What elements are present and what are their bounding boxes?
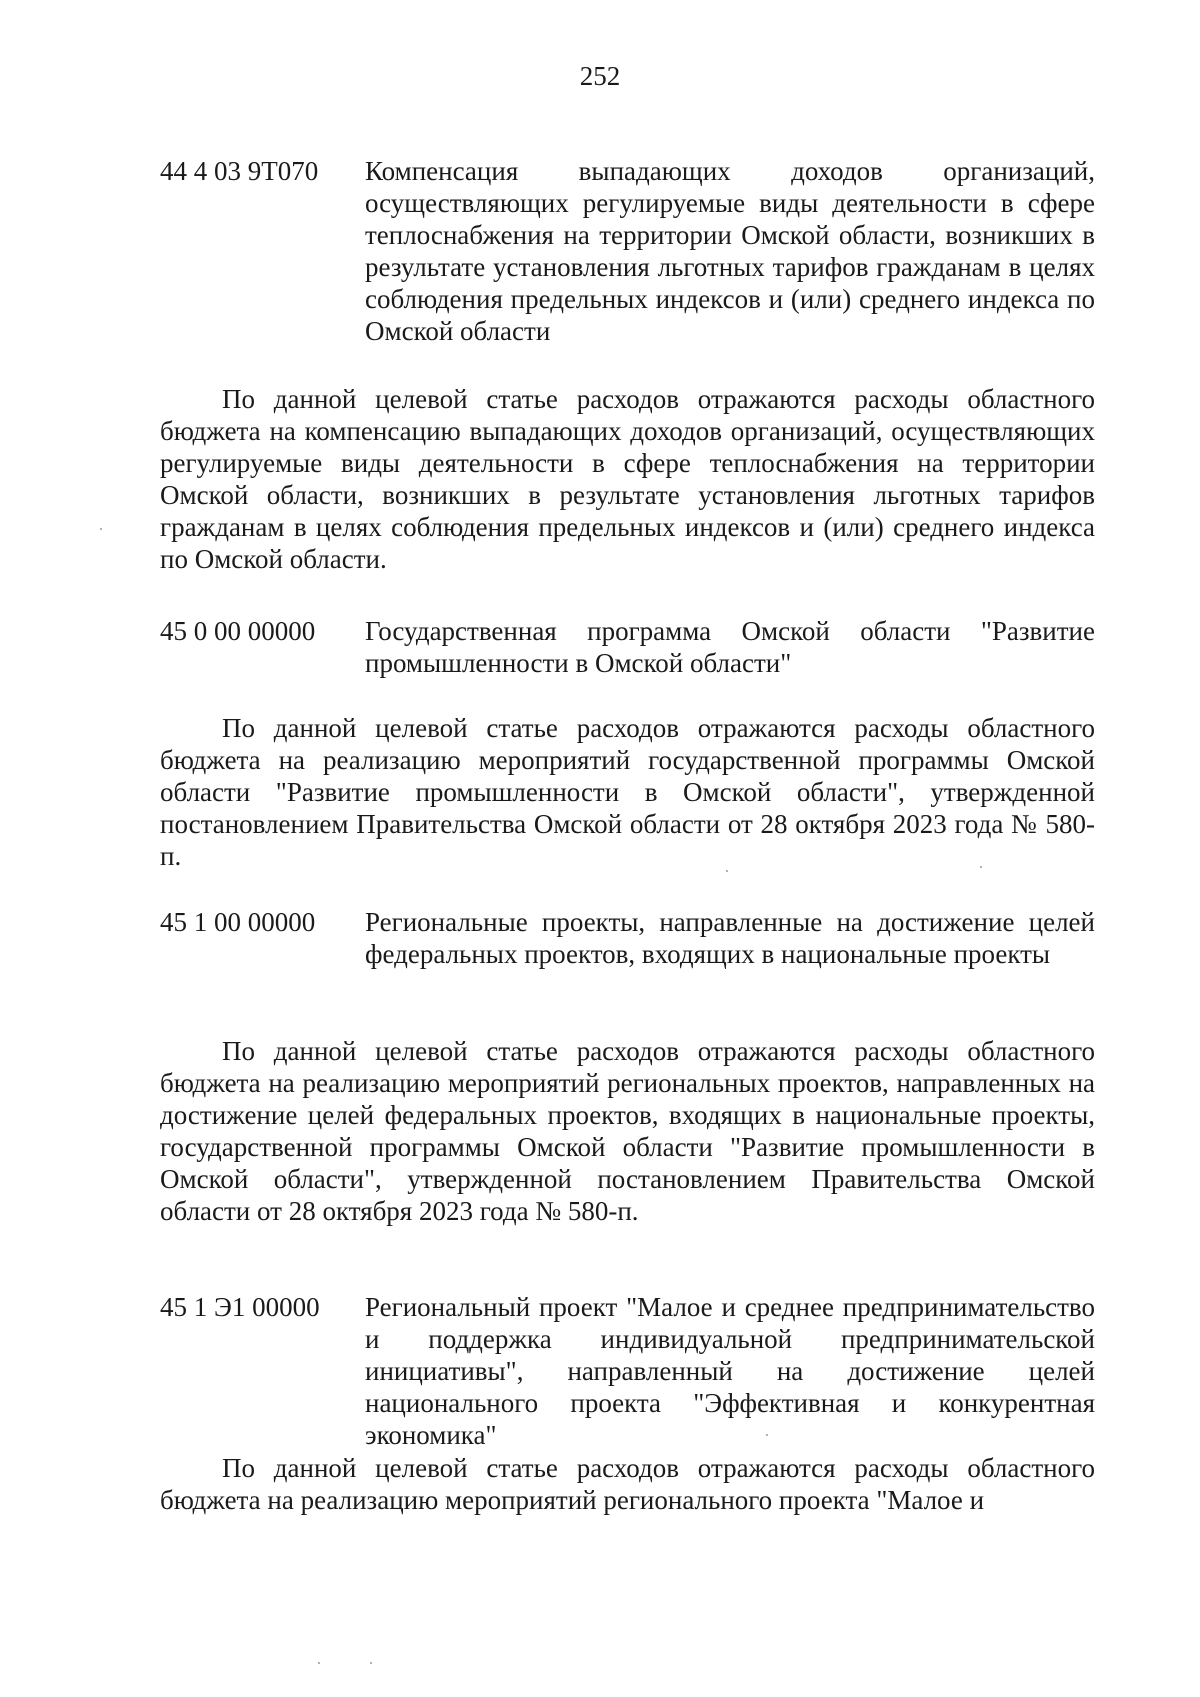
budget-code: 44 4 03 9Т070 (160, 156, 319, 186)
budget-code: 45 1 00 00000 (160, 907, 316, 937)
budget-item-description: По данной целевой статье расходов отражаются расходы областного бюджета на реализацию мероприятий региональных проектов, направленных на достижение целей федеральных проектов, входящих в национальные проекты, государственной программы Омской области "Развитие промышленности в Омской области", утвержденной постановлением Правительства Омской области от 28 октября 2023 года № 580-п. (160, 1036, 1095, 1226)
budget-item-description: По данной целевой статье расходов отражаются расходы областного бюджета на реализацию мероприятий государственной программы Омской области "Развитие промышленности в Омской области", утвержденной постановлением Правительства Омской области от 28 октября 2023 года № 580-п. (160, 713, 1095, 871)
budget-item-title: Региональные проекты, направленные на достижение целей федеральных проектов, входящих в национальные проекты (365, 907, 1095, 969)
budget-item-title: Региональный проект "Малое и среднее предпринимательство и поддержка индивидуальной предпринимательской инициативы", направленный на достижение целей национального проекта "Эффективная и конкурентная экономика" (365, 1292, 1095, 1450)
budget-code: 45 1 Э1 00000 (160, 1292, 320, 1322)
scan-speck (318, 1662, 320, 1664)
budget-item-description: По данной целевой статье расходов отражаются расходы областного бюджета на компенсацию выпадающих доходов организаций, осуществляющих регулируемые виды деятельности в сфере теплоснабжения на территории Омской области, возникших в результате установления льготных тарифов гражданам в целях соблюдения предельных индексов и (или) среднего индекса по Омской области. (160, 384, 1095, 574)
budget-item-title: Компенсация выпадающих доходов организаций, осуществляющих регулируемые виды деятельности в сфере теплоснабжения на территории Омской области, возникших в результате установления льготных тарифов гражданам в целях соблюдения предельных индексов и (или) среднего индекса по Омской области (365, 156, 1095, 346)
scan-speck (370, 1662, 372, 1664)
scan-speck (726, 870, 728, 872)
budget-item-description: По данной целевой статье расходов отражаются расходы областного бюджета на реализацию мероприятий регионального проекта "Малое и (160, 1453, 1095, 1515)
scan-speck (766, 1434, 768, 1436)
scan-speck (980, 866, 982, 868)
scan-speck (100, 528, 102, 530)
budget-item-title: Государственная программа Омской области "Развитие промышленности в Омской области" (365, 616, 1095, 678)
budget-code: 45 0 00 00000 (160, 616, 316, 646)
page-number: 252 (579, 61, 621, 91)
